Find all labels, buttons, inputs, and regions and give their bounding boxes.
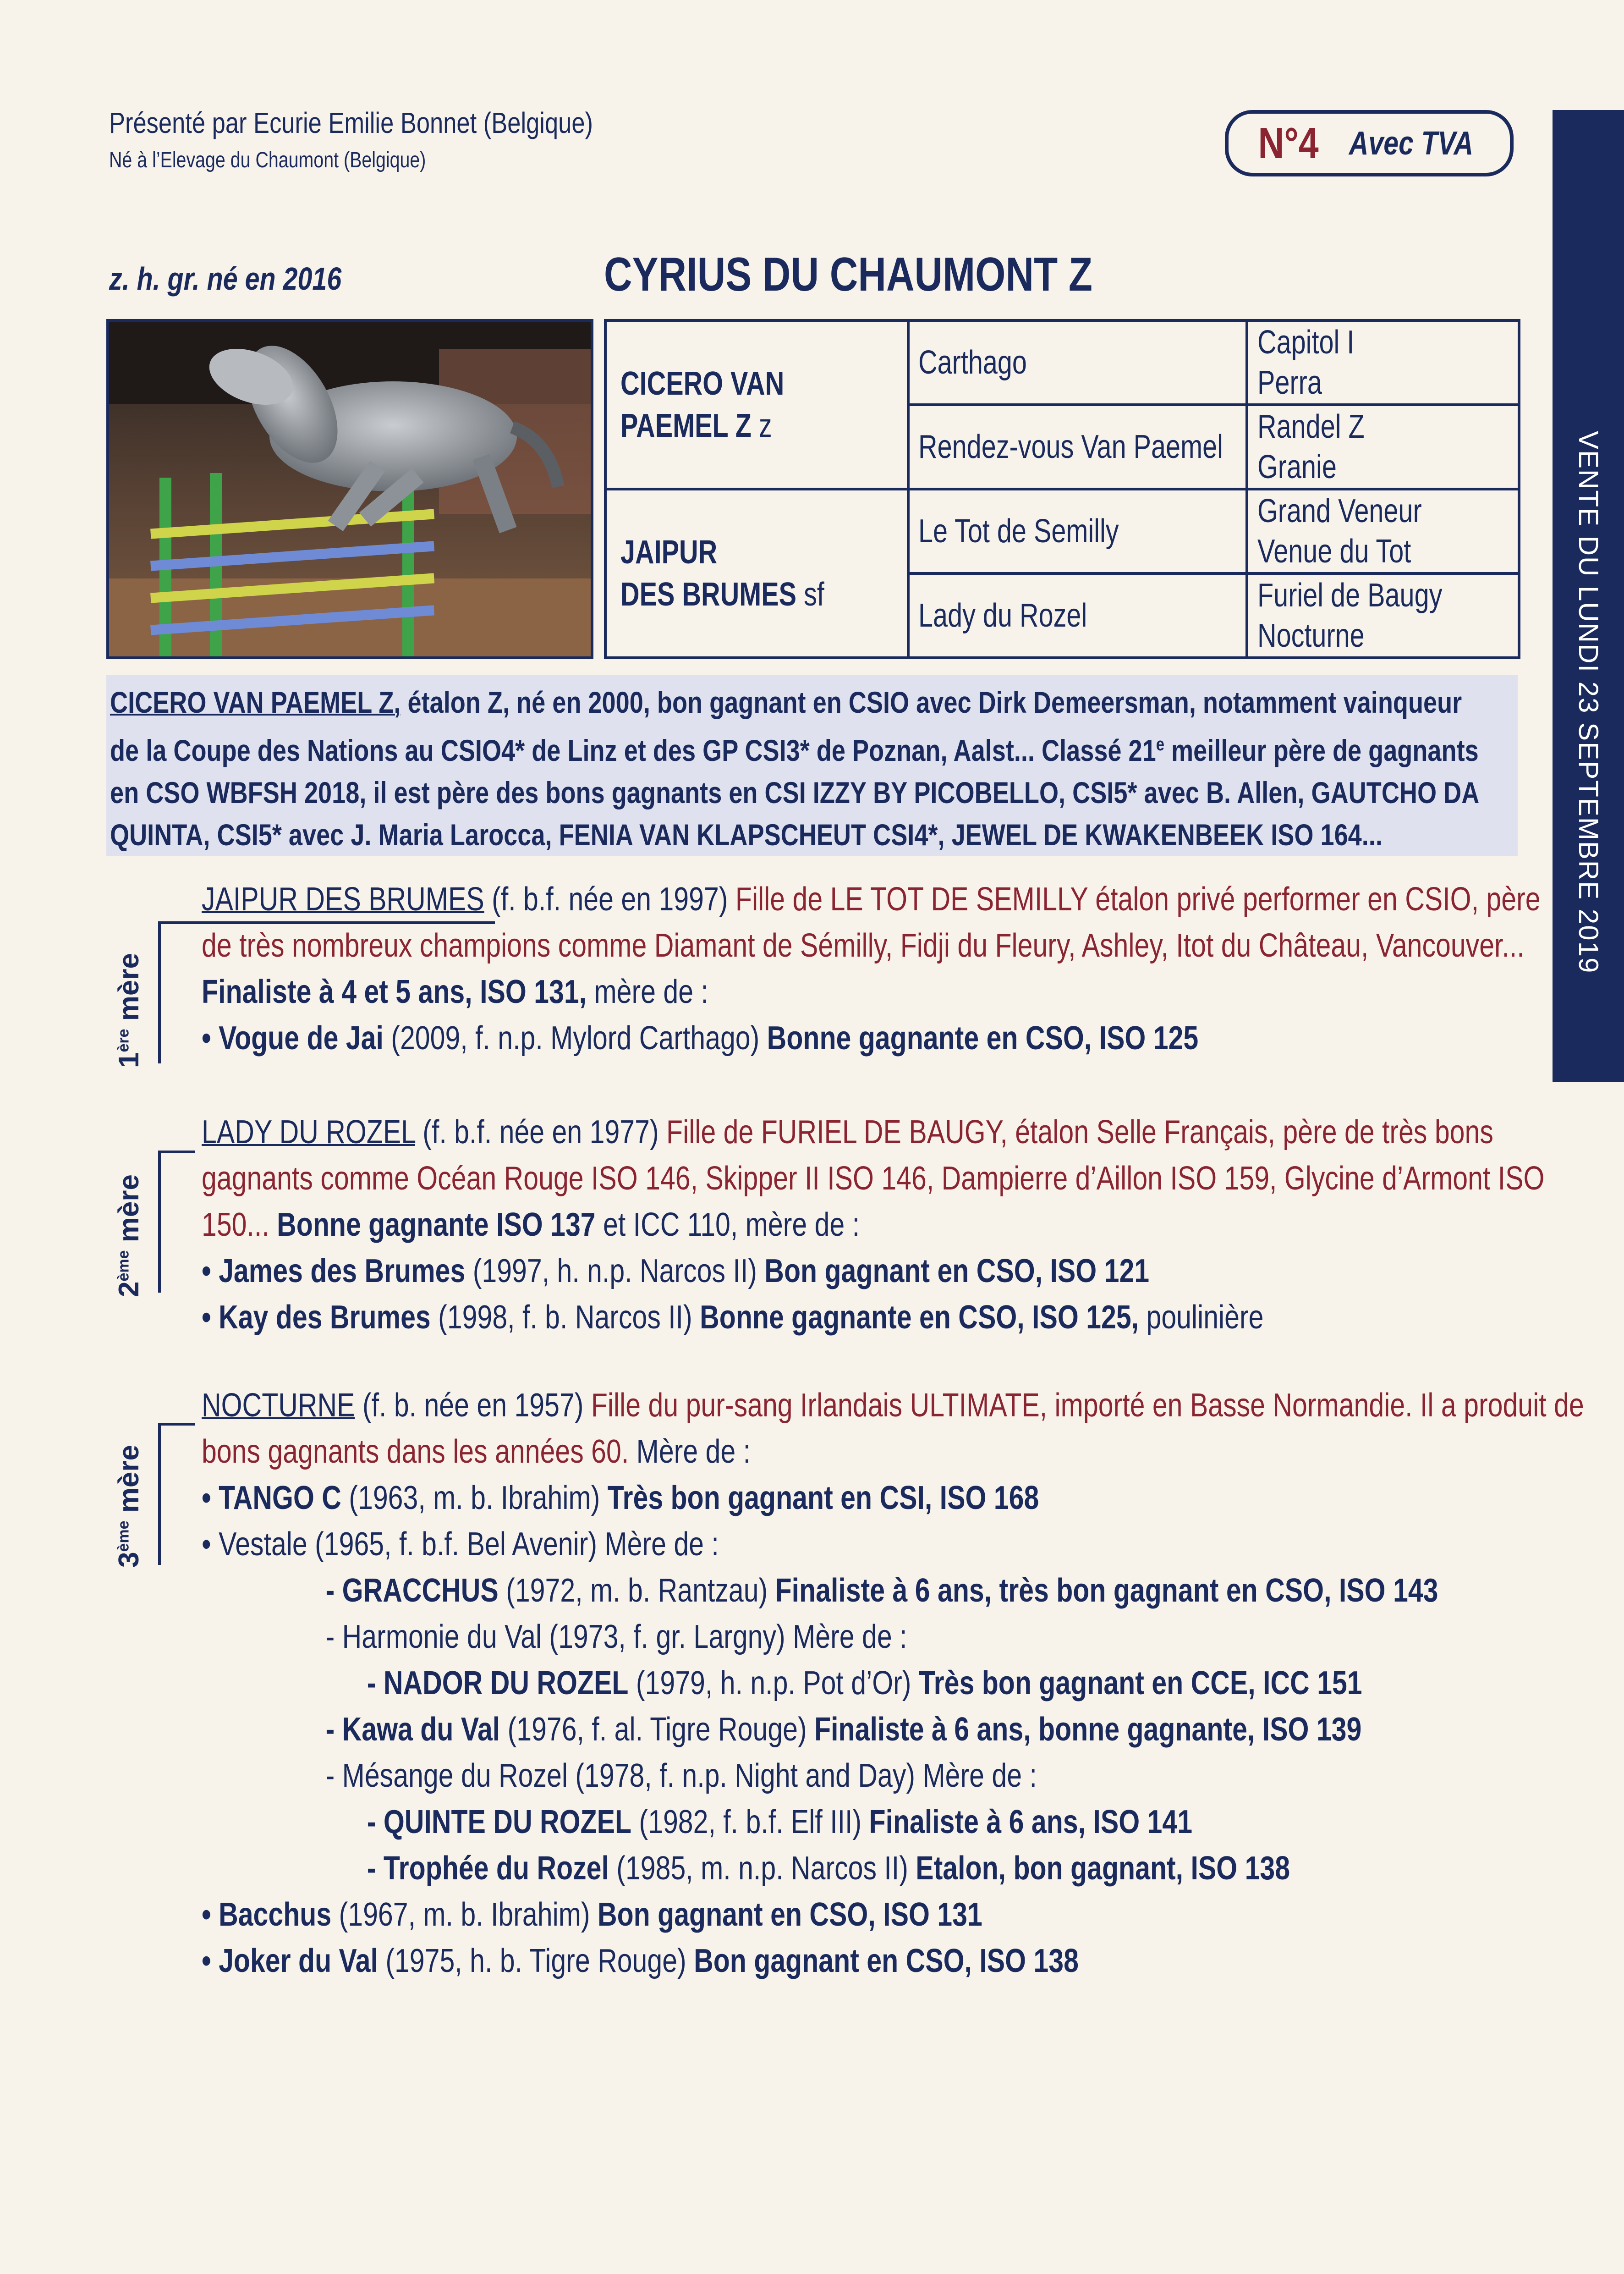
descendant-line (202, 1707, 1624, 1753)
descendant-details: (1972, m. b. Rantzau) (498, 1572, 775, 1609)
dam-cell (620, 490, 905, 656)
presenter-text: Présenté par Ecurie Emilie Bonnet (Belgique) (109, 106, 593, 139)
third-dam-name: NOCTURNE (202, 1387, 355, 1424)
descendant-details: (1976, f. al. Tigre Rouge) (500, 1711, 815, 1748)
offspring-details: (1998, f. b. Narcos II) (430, 1299, 700, 1336)
first-dam-description: Fille de LE TOT DE SEMILLY étalon privé performer en CSIO, père (735, 881, 1541, 918)
dam-sire-name: Le Tot de Semilly (918, 513, 1119, 550)
ancestor-name: Grand Veneur (1257, 493, 1422, 529)
offspring-name: • Kay des Brumes (202, 1299, 431, 1336)
descendant-name: - QUINTE DU ROZEL (367, 1804, 632, 1840)
sire-description-text: meilleur père de gagnants (1164, 733, 1479, 767)
second-dam-section (202, 1109, 1624, 1341)
descendant-details: (1967, m. b. Ibrahim) (331, 1896, 598, 1933)
sire-description-text: en CSO WBFSH 2018, il est père des bons gagnants en CSI IZZY BY PICOBELLO, CSI5* avec B. Allen, GAUTCHO DA (110, 776, 1480, 809)
first-dam-performance: Finaliste à 4 et 5 ans, ISO 131, (202, 974, 587, 1010)
lot-badge (1225, 110, 1514, 176)
descendant-line (202, 1568, 1624, 1614)
descendant-name: - NADOR DU ROZEL (367, 1665, 629, 1701)
ancestor-cell (1257, 406, 1514, 488)
sire-description (110, 681, 1500, 856)
descendant-details: (1963, m. b. Ibrahim) (341, 1480, 608, 1516)
descendant-performance: Finaliste à 6 ans, bonne gagnante, ISO 139 (814, 1711, 1362, 1748)
offspring-performance: Bonne gagnante en CSO, ISO 125, (700, 1299, 1139, 1336)
descendant-name: - GRACCHUS (325, 1572, 499, 1609)
first-dam-section (202, 876, 1624, 1062)
sire-sire-cell (918, 322, 1244, 403)
first-dam-label: 1ère mère (113, 953, 145, 1068)
sire-description-text: QUINTA, CSI5* avec J. Maria Larocca, FENIA VAN KLAPSCHEUT CSI4*, JEWEL DE KWAKENBEEK ISO 164... (110, 818, 1383, 852)
descendant-line (202, 1614, 1624, 1660)
dam-studbook: sf (804, 576, 824, 613)
third-dam-section (202, 1382, 1624, 1984)
descendant-details: (1982, f. b.f. Elf III) (631, 1804, 869, 1840)
descendant-name: • TANGO C (202, 1480, 341, 1516)
descendant-line (202, 1892, 1624, 1938)
sire-dam-name: Rendez-vous Van Paemel (918, 429, 1223, 465)
sire-dam-cell (918, 406, 1244, 488)
sire-description-name: CICERO VAN PAEMEL Z, (110, 685, 401, 719)
second-dam-description: 150... (202, 1206, 269, 1243)
third-dam-dam-of: Mère de : (629, 1433, 751, 1470)
sale-date-text: VENTE DU LUNDI 23 SEPTEMBRE 2019 (1573, 431, 1604, 974)
first-dam-details: (f. b.f. née en 1997) (484, 881, 735, 918)
descendant-name: - Kawa du Val (325, 1711, 500, 1748)
horse-name: CYRIUS DU CHAUMONT Z (604, 248, 1092, 301)
offspring-details: (1997, h. n.p. Narcos II) (465, 1253, 765, 1289)
third-dam-label: 3ème mère (113, 1445, 145, 1568)
sire-name-line1: CICERO VAN (620, 365, 785, 402)
descendant-name: • Joker du Val (202, 1943, 378, 1979)
second-dam-name: LADY DU ROZEL (202, 1114, 415, 1151)
offspring-performance: Bon gagnant en CSO, ISO 121 (764, 1253, 1150, 1289)
descendant-line (202, 1660, 1624, 1707)
descendant-performance: Très bon gagnant en CSI, ISO 168 (607, 1480, 1039, 1516)
sire-description-box (106, 675, 1518, 856)
descendant-details: (1979, h. n.p. Pot d’Or) (628, 1665, 919, 1701)
first-dam-name: JAIPUR DES BRUMES (202, 881, 484, 918)
third-dam-details: (f. b. née en 1957) (355, 1387, 591, 1424)
offspring-details: (2009, f. n.p. Mylord Carthago) (383, 1020, 767, 1057)
lot-number: N°4 (1258, 118, 1319, 168)
descendant-details: (1975, h. b. Tigre Rouge) (378, 1943, 694, 1979)
offspring-performance: Bonne gagnante en CSO, ISO 125 (767, 1020, 1199, 1057)
descendant-name: • Bacchus (202, 1896, 332, 1933)
descendant-name: - Trophée du Rozel (367, 1850, 609, 1887)
ancestor-name: Furiel de Baugy (1257, 577, 1443, 614)
descendant-details: (1985, m. n.p. Narcos II) (609, 1850, 916, 1887)
ancestor-cell (1257, 490, 1514, 572)
descendant-line (202, 1521, 1624, 1568)
sire-studbook: z (758, 407, 772, 444)
descendant-details: • Vestale (1965, f. b.f. Bel Avenir) Mère de : (202, 1526, 719, 1563)
first-dam-description: de très nombreux champions comme Diamant de Sémilly, Fidji du Fleury, Ashley, Itot du Château, Vancouver... (202, 927, 1525, 964)
sire-cell (620, 322, 905, 488)
ancestor-cell (1257, 322, 1514, 403)
birthplace-text: Né à l’Elevage du Chaumont (Belgique) (109, 148, 426, 172)
dam-name-line2: DES BRUMES (620, 576, 797, 613)
descendant-line (202, 1845, 1624, 1892)
horse-descriptor: z. h. gr. né en 2016 (109, 261, 342, 297)
dam-dam-name: Lady du Rozel (918, 597, 1087, 634)
second-dam-label: 2ème mère (113, 1174, 145, 1297)
second-dam-description: Fille de FURIEL DE BAUGY, étalon Selle Français, père de très bons (666, 1114, 1493, 1151)
sire-name-line2: PAEMEL Z (620, 407, 752, 444)
second-dam-dam-of: et ICC 110, mère de : (595, 1206, 860, 1243)
pedigree-table (604, 319, 1520, 659)
descendant-line (202, 1753, 1624, 1799)
descendant-performance: Bon gagnant en CSO, ISO 131 (597, 1896, 982, 1933)
first-dam-dam-of: mère de : (587, 974, 708, 1010)
descendant-details: - Mésange du Rozel (1978, f. n.p. Night and Day) Mère de : (325, 1757, 1037, 1794)
horse-jumping-photo (109, 322, 591, 656)
ancestor-name: Randel Z (1257, 408, 1365, 445)
descendant-line (202, 1799, 1624, 1845)
sire-sire-name: Carthago (918, 344, 1027, 381)
offspring-name: • Vogue de Jai (202, 1020, 384, 1057)
offspring-name: • James des Brumes (202, 1253, 466, 1289)
descendant-performance: Bon gagnant en CSO, ISO 138 (694, 1943, 1079, 1979)
descendant-details: - Harmonie du Val (1973, f. gr. Largny) Mère de : (325, 1619, 907, 1655)
third-dam-description: bons gagnants dans les années 60. (202, 1433, 629, 1470)
horse-photo (106, 319, 593, 659)
ancestor-name: Perra (1257, 364, 1322, 401)
dam-name-line1: JAIPUR (620, 534, 718, 571)
second-dam-description: gagnants comme Océan Rouge ISO 146, Skipper II ISO 146, Dampierre d’Aillon ISO 159, Glycine d’Armont ISO (202, 1160, 1545, 1197)
descendant-performance: Etalon, bon gagnant, ISO 138 (916, 1850, 1290, 1887)
lot-vat-label: Avec TVA (1349, 125, 1474, 162)
ordinal-suffix: e (1156, 734, 1164, 754)
dam-sire-cell (918, 490, 1244, 572)
sire-description-text: étalon Z, né en 2000, bon gagnant en CSIO avec Dirk Demeersman, notamment vainqueur (401, 685, 1462, 719)
descendant-line (202, 1475, 1624, 1521)
second-dam-details: (f. b.f. née en 1977) (415, 1114, 667, 1151)
sire-description-text: de la Coupe des Nations au CSIO4* de Linz et des GP CSI3* de Poznan, Aalst... Classé 21 (110, 733, 1156, 767)
offspring-note: poulinière (1139, 1299, 1264, 1336)
dam-dam-cell (918, 575, 1244, 656)
descendants-list (202, 1475, 1624, 1984)
ancestor-name: Nocturne (1257, 617, 1365, 654)
ancestor-name: Venue du Tot (1257, 533, 1411, 570)
second-dam-performance: Bonne gagnante ISO 137 (269, 1206, 596, 1243)
ancestor-name: Capitol I (1257, 324, 1355, 361)
descendant-performance: Très bon gagnant en CCE, ICC 151 (918, 1665, 1362, 1701)
third-dam-description: Fille du pur-sang Irlandais ULTIMATE, importé en Basse Normandie. Il a produit de (591, 1387, 1584, 1424)
ancestor-cell (1257, 575, 1514, 656)
descendant-performance: Finaliste à 6 ans, ISO 141 (869, 1804, 1193, 1840)
descendant-line (202, 1938, 1624, 1984)
descendant-performance: Finaliste à 6 ans, très bon gagnant en CSO, ISO 143 (775, 1572, 1438, 1609)
ancestor-name: Granie (1257, 449, 1337, 485)
